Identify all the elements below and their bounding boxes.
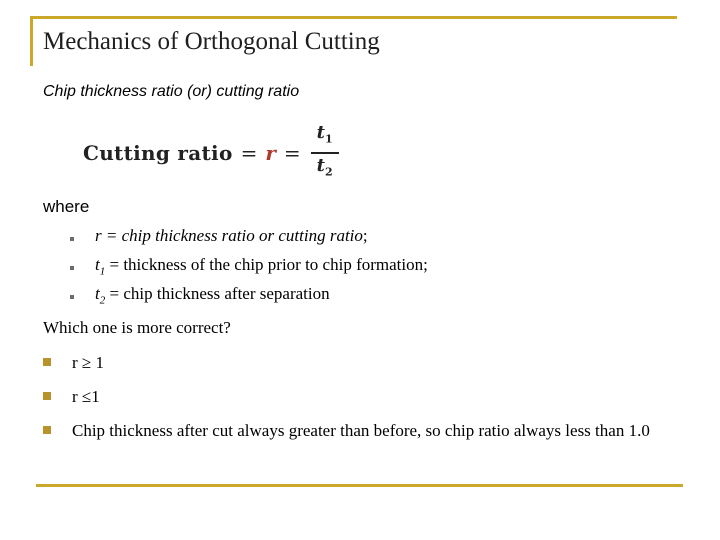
option-text: r ≥ 1 <box>72 353 104 372</box>
cutting-ratio-formula <box>83 123 339 182</box>
formula-denominator: $t_2$ <box>316 154 333 179</box>
formula-fraction <box>311 123 339 182</box>
slide-title: Mechanics of Orthogonal Cutting <box>43 28 380 55</box>
option-text: Chip thickness after cut always greater than before, so chip ratio always less than 1.0 <box>72 421 650 440</box>
where-label: where <box>43 197 90 216</box>
left-border-line <box>30 16 33 66</box>
square-bullet-icon <box>70 237 74 241</box>
formula-numerator: $t_1$ <box>316 122 333 146</box>
formula-variable: r <box>265 140 276 165</box>
formula-equals-1: = <box>240 140 258 165</box>
square-bullet-icon <box>43 392 51 400</box>
question-text: Which one is more correct? <box>43 318 231 337</box>
bottom-border-line <box>36 484 683 487</box>
formula-equals-2: = <box>283 140 301 165</box>
definition-text: r = chip thickness ratio or cutting ratio; <box>95 226 368 245</box>
square-bullet-icon <box>70 266 74 270</box>
definition-text: $t_2$ = chip thickness after separation <box>95 284 330 307</box>
square-bullet-icon <box>43 358 51 366</box>
square-bullet-icon <box>70 295 74 299</box>
definition-text: $t_1$ = thickness of the chip prior to chip formation; <box>95 255 428 278</box>
option-text: r ≤1 <box>72 387 100 406</box>
slide-subtitle: Chip thickness ratio (or) cutting ratio <box>43 83 300 100</box>
top-border-line <box>30 16 677 19</box>
formula-label: Cutting ratio <box>83 140 233 165</box>
square-bullet-icon <box>43 426 51 434</box>
fraction-bar <box>311 152 339 154</box>
